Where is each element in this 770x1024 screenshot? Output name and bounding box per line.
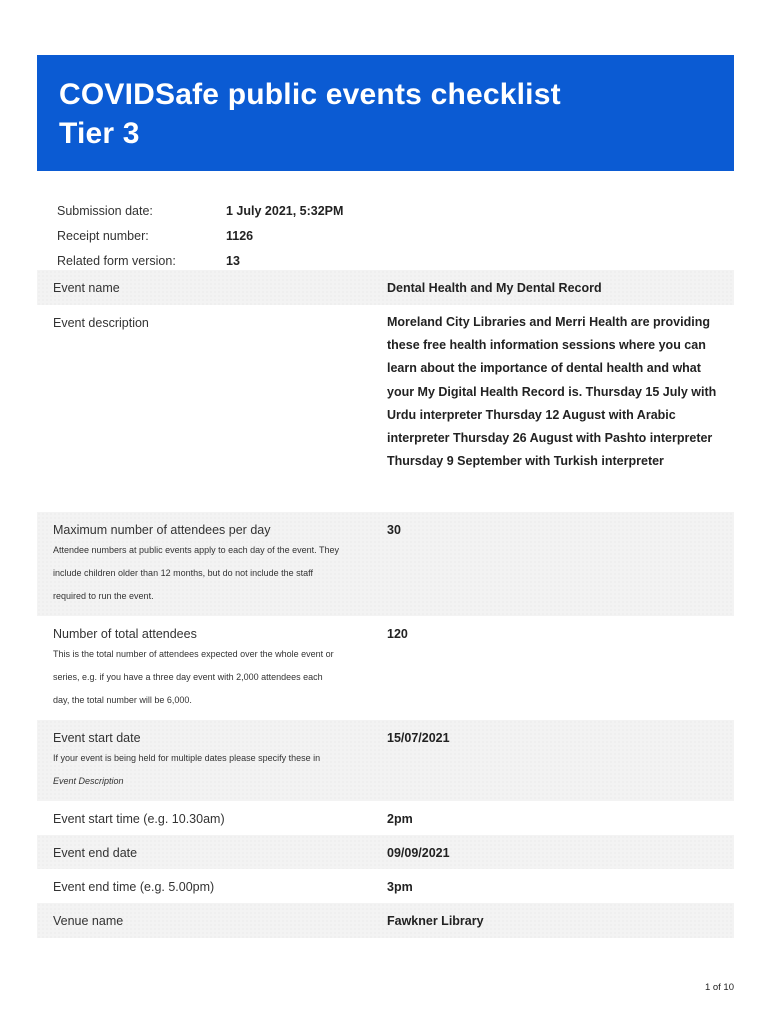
end-time-label: Event end time (e.g. 5.00pm) bbox=[53, 880, 215, 894]
end-date-label: Event end date bbox=[53, 846, 138, 860]
page-title-line-1: COVIDSafe public events checklist bbox=[59, 78, 561, 111]
start-date-value: 15/07/2021 bbox=[387, 731, 450, 745]
event-description-label: Event description bbox=[53, 316, 149, 330]
max-attendees-label: Maximum number of attendees per day bbox=[53, 523, 271, 537]
receipt-number-value: 1126 bbox=[226, 228, 254, 243]
start-time-row bbox=[37, 801, 734, 835]
event-name-row bbox=[37, 270, 734, 305]
form-version-label: Related form version: bbox=[57, 253, 176, 268]
total-attendees-hint-line-3: day, the total number will be 6,000. bbox=[53, 695, 192, 705]
submission-date-row bbox=[57, 198, 717, 223]
max-attendees-value: 30 bbox=[387, 523, 401, 537]
event-name-label: Event name bbox=[53, 281, 120, 295]
max-attendees-hint-line-2: include children older than 12 months, but do not include the staff bbox=[53, 568, 314, 578]
start-date-hint-line-1: If your event is being held for multiple dates please specify these in bbox=[53, 753, 321, 763]
receipt-number-label: Receipt number: bbox=[57, 228, 149, 243]
page-number: 1 of 10 bbox=[704, 982, 734, 993]
form-version-value: 13 bbox=[226, 253, 240, 268]
total-attendees-label: Number of total attendees bbox=[53, 627, 197, 641]
start-time-value: 2pm bbox=[387, 812, 413, 826]
event-description-row bbox=[37, 305, 734, 512]
receipt-number-row bbox=[57, 223, 717, 248]
total-attendees-value: 120 bbox=[387, 627, 408, 641]
end-date-value: 09/09/2021 bbox=[387, 846, 450, 860]
end-time-row bbox=[37, 869, 734, 903]
submission-date-label: Submission date: bbox=[57, 203, 153, 218]
page-title-line-2: Tier 3 bbox=[59, 117, 140, 150]
total-attendees-hint-line-1: This is the total number of attendees expected over the whole event or bbox=[53, 649, 334, 659]
title-banner bbox=[37, 55, 734, 171]
event-description-value: Moreland City Libraries and Merri Health are providing these free health information sessions where you can learn about the importance of dental health and what your My Digital Health Record is. Thursday 15 July with Urdu interpreter Thursday 12 August with Arabic interpreter Thursday 26 August with Pashto interpreter Thursday 9 September with Turkish interpreter bbox=[387, 315, 717, 469]
start-date-row bbox=[37, 720, 734, 801]
start-time-label: Event start time (e.g. 10.30am) bbox=[53, 812, 225, 826]
start-date-hint-line-2: Event Description bbox=[53, 776, 124, 786]
submission-date-value: 1 July 2021, 5:32PM bbox=[226, 203, 344, 218]
start-date-label: Event start date bbox=[53, 731, 141, 745]
total-attendees-row bbox=[37, 616, 734, 720]
form-fields bbox=[37, 270, 734, 938]
max-attendees-row bbox=[37, 512, 734, 616]
venue-name-label: Venue name bbox=[53, 914, 124, 928]
page-title bbox=[59, 75, 712, 153]
event-name-value: Dental Health and My Dental Record bbox=[387, 281, 602, 295]
max-attendees-hint-line-3: required to run the event. bbox=[53, 591, 154, 601]
total-attendees-hint-line-2: series, e.g. if you have a three day event with 2,000 attendees each bbox=[53, 672, 323, 682]
max-attendees-hint-line-1: Attendee numbers at public events apply to each day of the event. They bbox=[53, 545, 340, 555]
submission-metadata bbox=[57, 198, 717, 273]
end-date-row bbox=[37, 835, 734, 869]
venue-name-value: Fawkner Library bbox=[387, 914, 484, 928]
end-time-value: 3pm bbox=[387, 880, 413, 894]
venue-name-row bbox=[37, 903, 734, 938]
